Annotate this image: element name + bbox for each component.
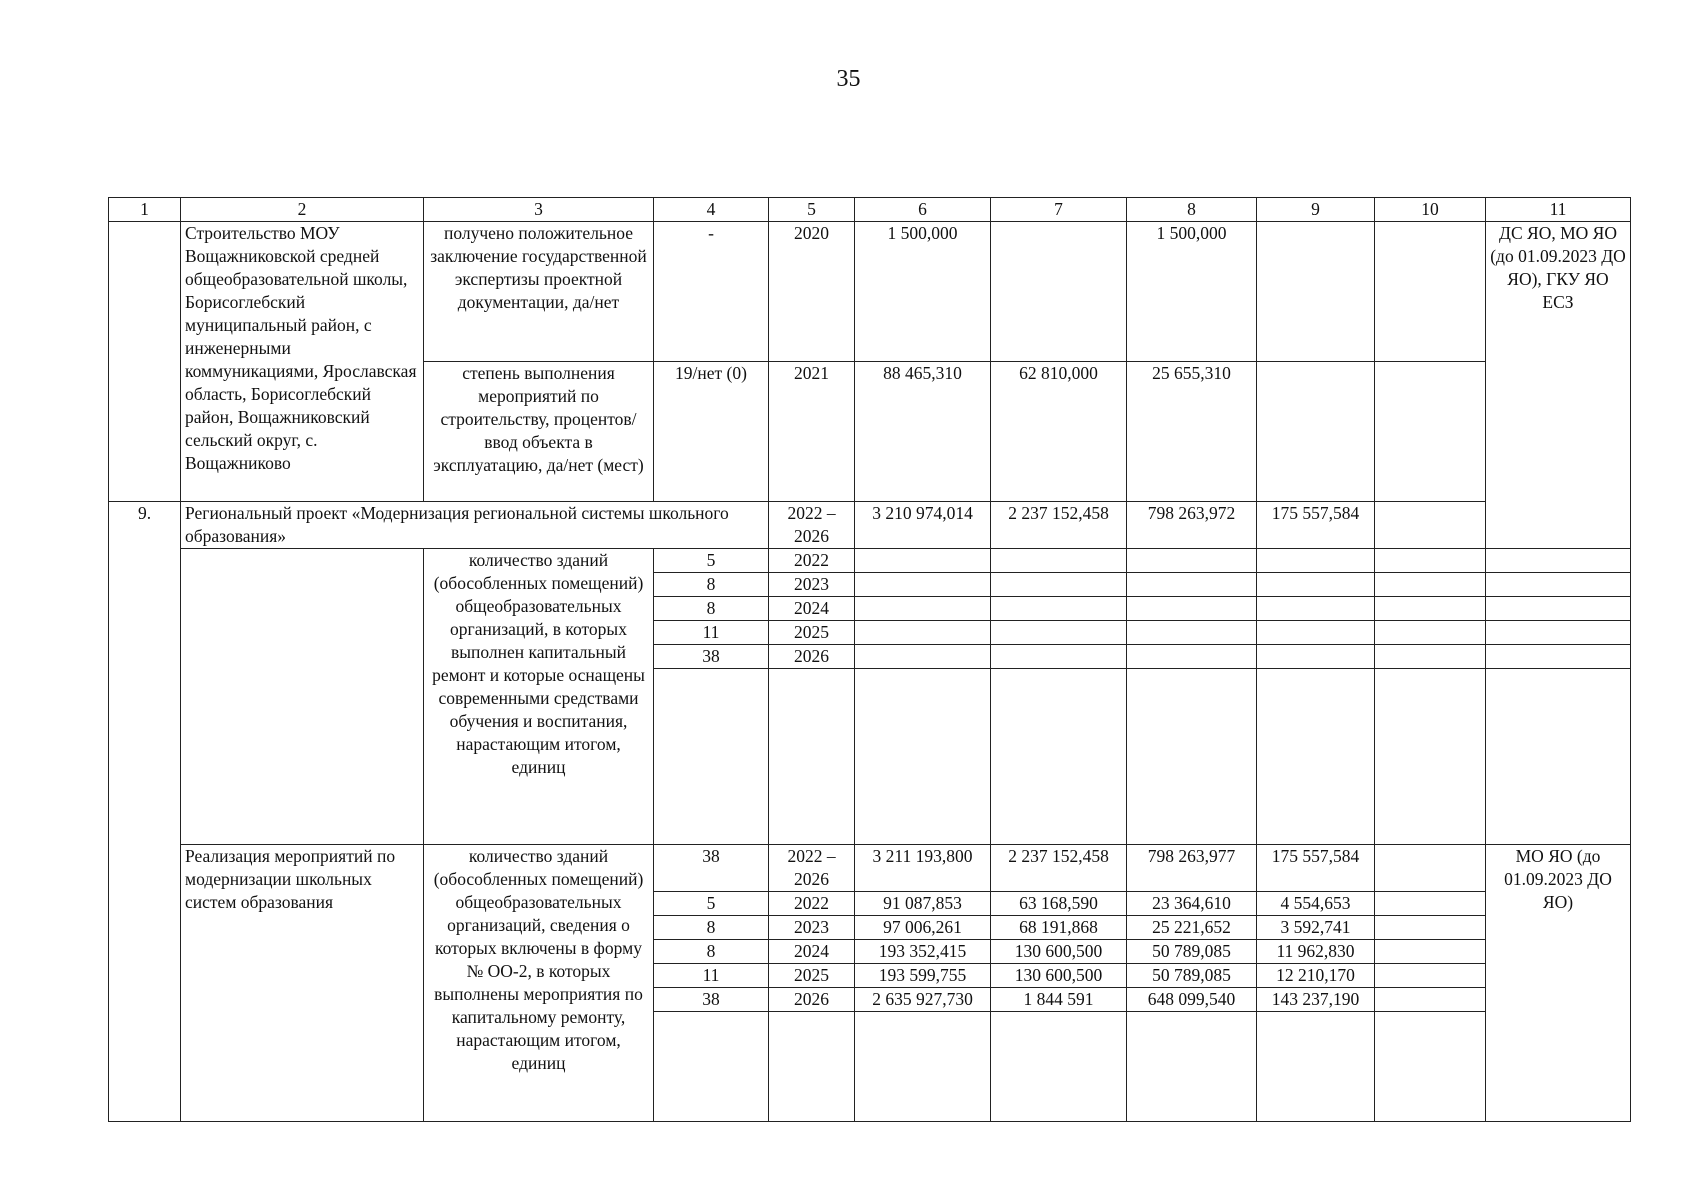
federal-cell: 1 844 591 [991, 988, 1127, 1012]
regional-cell: 25 221,652 [1127, 916, 1257, 940]
empty-cell [855, 645, 991, 669]
total-cell: 88 465,310 [855, 362, 991, 502]
year-cell: 2022 [769, 549, 855, 573]
empty-cell [991, 621, 1127, 645]
empty-cell [654, 669, 769, 845]
year-cell: 2022 – 2026 [769, 845, 855, 892]
empty-cell [1127, 621, 1257, 645]
regional-cell: 1 500,000 [1127, 222, 1257, 362]
empty-cell [1375, 621, 1486, 645]
year-cell: 2023 [769, 916, 855, 940]
empty-cell [1127, 645, 1257, 669]
empty-cell [1486, 645, 1631, 669]
empty-cell [991, 645, 1127, 669]
empty-cell [1375, 597, 1486, 621]
year-cell: 2026 [769, 645, 855, 669]
page-number: 35 [836, 66, 861, 92]
column-header: 11 [1486, 198, 1631, 222]
empty-cell [855, 621, 991, 645]
column-header: 6 [855, 198, 991, 222]
indicator-cell: количество зданий (обособленных помещений) общеобразовательных организаций, в которых выполнен капитальный ремонт и которые оснащены современными средствами обучения и воспитания, нарастающим итогом, единиц [424, 549, 654, 845]
indicator-value: 38 [654, 845, 769, 892]
regional-cell: 23 364,610 [1127, 892, 1257, 916]
empty-cell [855, 549, 991, 573]
empty-cell [1486, 549, 1631, 573]
executor-cell: МО ЯО (до 01.09.2023 ДО ЯО) [1486, 845, 1631, 1122]
column-header: 10 [1375, 198, 1486, 222]
empty-cell [1375, 1012, 1486, 1122]
indicator-value: 8 [654, 940, 769, 964]
indicator-value: 38 [654, 645, 769, 669]
empty-cell [855, 1012, 991, 1122]
empty-cell [769, 669, 855, 845]
federal-cell: 130 600,500 [991, 964, 1127, 988]
empty-cell [769, 1012, 855, 1122]
regional-cell: 50 789,085 [1127, 964, 1257, 988]
measure-name [181, 549, 424, 845]
table-row [109, 845, 1631, 892]
empty-cell [1486, 669, 1631, 845]
other-cell [1375, 222, 1486, 362]
indicator-value: 5 [654, 892, 769, 916]
project-title: Региональный проект «Модернизация региональной системы школьного образования» [181, 502, 769, 549]
year-cell: 2021 [769, 362, 855, 502]
year-cell: 2024 [769, 940, 855, 964]
year-cell: 2025 [769, 621, 855, 645]
total-cell: 193 352,415 [855, 940, 991, 964]
measure-name: Реализация мероприятий по модернизации школьных систем образования [181, 845, 424, 1122]
indicator-value: 8 [654, 597, 769, 621]
column-header: 3 [424, 198, 654, 222]
year-cell: 2026 [769, 988, 855, 1012]
indicator-cell: степень выполнения мероприятий по строительству, процентов/ ввод объекта в эксплуатацию, да/нет (мест) [424, 362, 654, 502]
other-cell [1375, 916, 1486, 940]
empty-cell [1257, 669, 1375, 845]
empty-cell [855, 669, 991, 845]
budget-table [108, 197, 1631, 1122]
total-cell: 1 500,000 [855, 222, 991, 362]
empty-cell [1257, 573, 1375, 597]
total-cell: 193 599,755 [855, 964, 991, 988]
empty-cell [1375, 549, 1486, 573]
empty-cell [1486, 621, 1631, 645]
indicator-value: - [654, 222, 769, 362]
indicator-value: 11 [654, 964, 769, 988]
column-header: 2 [181, 198, 424, 222]
year-cell: 2023 [769, 573, 855, 597]
empty-cell [1486, 597, 1631, 621]
empty-cell [991, 549, 1127, 573]
local-cell [1257, 222, 1375, 362]
local-cell: 4 554,653 [1257, 892, 1375, 916]
total-cell: 2 635 927,730 [855, 988, 991, 1012]
empty-cell [1257, 1012, 1375, 1122]
empty-cell [1375, 669, 1486, 845]
federal-cell [991, 222, 1127, 362]
empty-cell [855, 573, 991, 597]
local-cell [1257, 362, 1375, 502]
empty-cell [1127, 669, 1257, 845]
measure-name: Строительство МОУ Вощажниковской средней общеобразовательной школы, Борисоглебский муниципальный район, с инженерными коммуникациями, Ярославская область, Борисоглебский район, Вощажниковский сельский округ, с. Вощажниково [181, 222, 424, 502]
local-cell: 12 210,170 [1257, 964, 1375, 988]
indicator-value: 38 [654, 988, 769, 1012]
column-header: 7 [991, 198, 1127, 222]
empty-cell [991, 1012, 1127, 1122]
empty-cell [991, 573, 1127, 597]
empty-cell [1257, 549, 1375, 573]
local-cell: 143 237,190 [1257, 988, 1375, 1012]
empty-cell [1257, 621, 1375, 645]
indicator-value: 19/нет (0) [654, 362, 769, 502]
year-cell: 2025 [769, 964, 855, 988]
local-cell: 3 592,741 [1257, 916, 1375, 940]
empty-cell [991, 669, 1127, 845]
federal-cell: 2 237 152,458 [991, 502, 1127, 549]
indicator-value: 8 [654, 573, 769, 597]
regional-cell: 798 263,972 [1127, 502, 1257, 549]
project-row [109, 502, 1631, 549]
column-header: 5 [769, 198, 855, 222]
federal-cell: 63 168,590 [991, 892, 1127, 916]
empty-cell [1127, 549, 1257, 573]
other-cell [1375, 502, 1486, 549]
local-cell: 11 962,830 [1257, 940, 1375, 964]
other-cell [1375, 964, 1486, 988]
empty-cell [1127, 573, 1257, 597]
empty-cell [1127, 597, 1257, 621]
table-row [109, 222, 1631, 362]
other-cell [1375, 988, 1486, 1012]
indicator-cell: получено положительное заключение государственной экспертизы проектной документации, да/нет [424, 222, 654, 362]
regional-cell: 50 789,085 [1127, 940, 1257, 964]
empty-cell [654, 1012, 769, 1122]
total-cell: 91 087,853 [855, 892, 991, 916]
indicator-value: 5 [654, 549, 769, 573]
other-cell [1375, 892, 1486, 916]
year-cell: 2022 [769, 892, 855, 916]
federal-cell: 68 191,868 [991, 916, 1127, 940]
total-cell: 3 210 974,014 [855, 502, 991, 549]
column-numbers-row [109, 198, 1631, 222]
federal-cell: 62 810,000 [991, 362, 1127, 502]
other-cell [1375, 845, 1486, 892]
empty-cell [1486, 573, 1631, 597]
other-cell [1375, 940, 1486, 964]
indicator-value: 8 [654, 916, 769, 940]
empty-cell [1375, 645, 1486, 669]
regional-cell: 648 099,540 [1127, 988, 1257, 1012]
other-cell [1375, 362, 1486, 502]
column-header: 8 [1127, 198, 1257, 222]
year-cell: 2022 – 2026 [769, 502, 855, 549]
empty-cell [855, 597, 991, 621]
column-header: 1 [109, 198, 181, 222]
column-header: 9 [1257, 198, 1375, 222]
empty-cell [1257, 645, 1375, 669]
local-cell: 175 557,584 [1257, 845, 1375, 892]
federal-cell: 130 600,500 [991, 940, 1127, 964]
empty-cell [1257, 597, 1375, 621]
table-row [109, 549, 1631, 573]
empty-cell [1375, 573, 1486, 597]
empty-cell [991, 597, 1127, 621]
indicator-value: 11 [654, 621, 769, 645]
row-number-cell [109, 222, 181, 502]
year-cell: 2020 [769, 222, 855, 362]
regional-cell: 798 263,977 [1127, 845, 1257, 892]
executor-cell: ДС ЯО, МО ЯО (до 01.09.2023 ДО ЯО), ГКУ ЯО ЕСЗ [1486, 222, 1631, 549]
total-cell: 97 006,261 [855, 916, 991, 940]
regional-cell: 25 655,310 [1127, 362, 1257, 502]
year-cell: 2024 [769, 597, 855, 621]
empty-cell [1127, 1012, 1257, 1122]
row-number-cell: 9. [109, 502, 181, 1122]
total-cell: 3 211 193,800 [855, 845, 991, 892]
column-header: 4 [654, 198, 769, 222]
local-cell: 175 557,584 [1257, 502, 1375, 549]
indicator-cell: количество зданий (обособленных помещений) общеобразовательных организаций, сведения о которых включены в форму № ОО-2, в которых выполнены мероприятия по капитальному ремонту, нарастающим итогом, единиц [424, 845, 654, 1122]
federal-cell: 2 237 152,458 [991, 845, 1127, 892]
